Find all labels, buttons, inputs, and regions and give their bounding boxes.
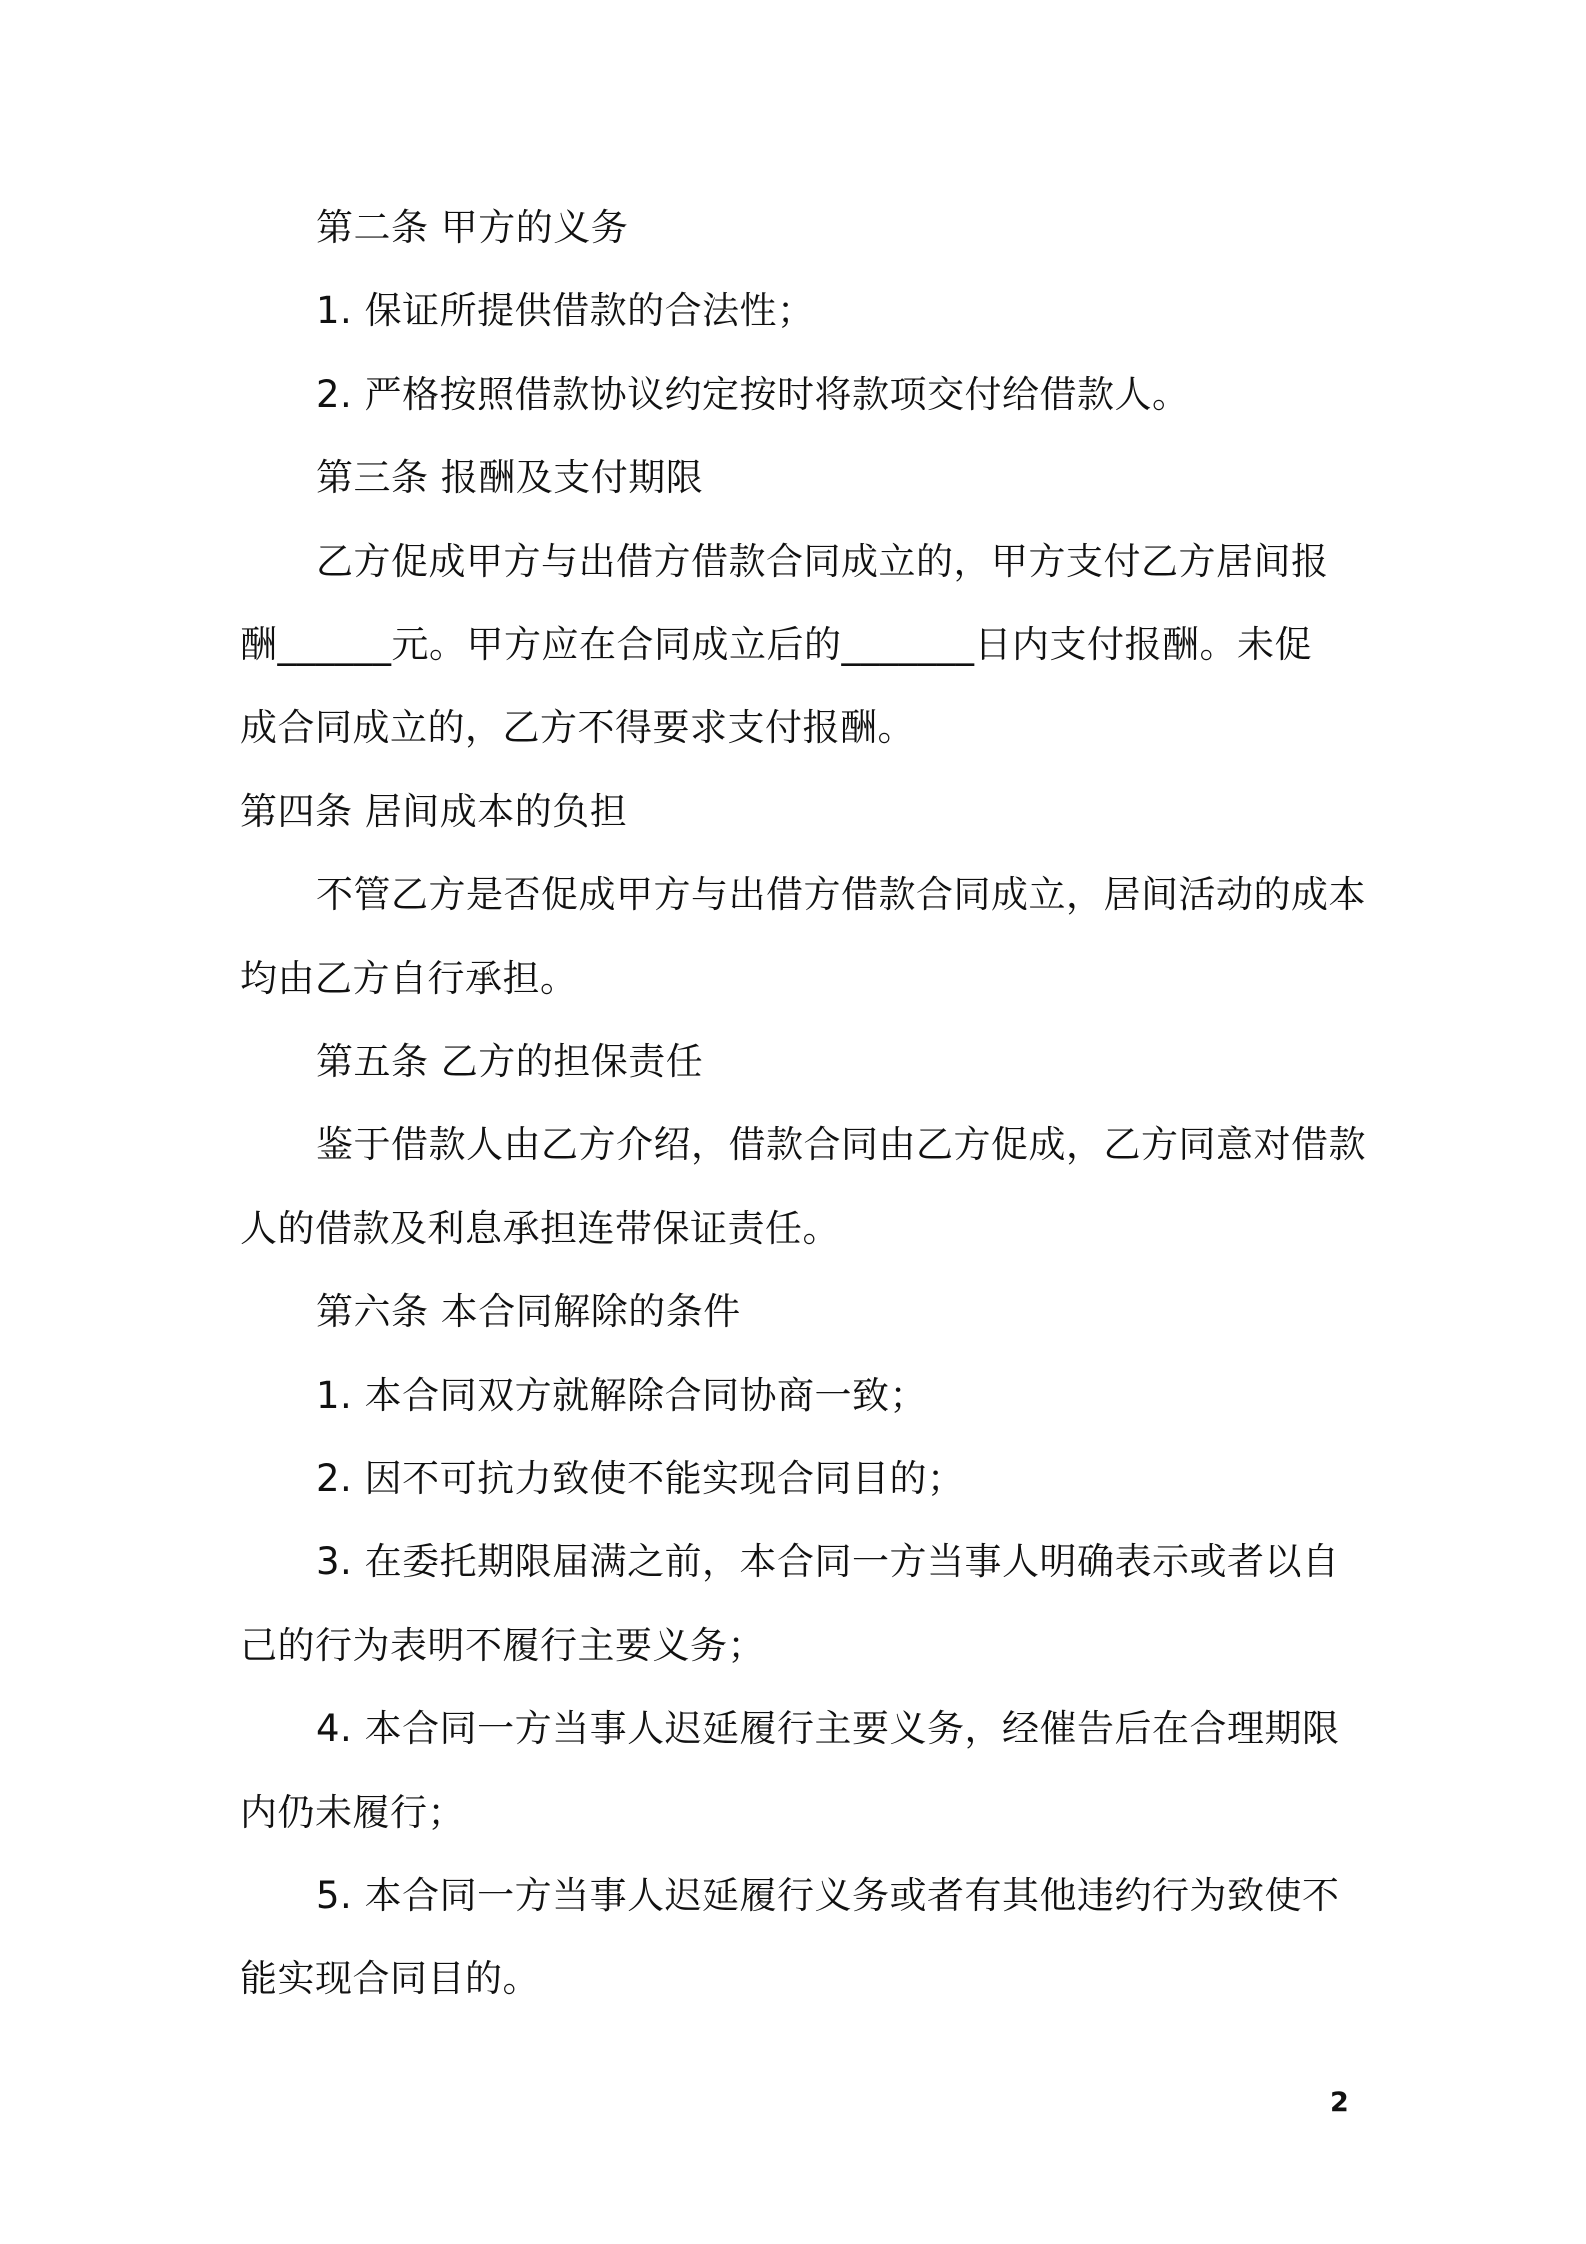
article-3-paragraph-line-2: 酬______元。甲方应在合同成立后的_______日内支付报酬。未促 — [240, 623, 1312, 666]
article-6-item-5-line-1: 5. 本合同一方当事人迟延履行义务或者有其他违约行为致使不 — [316, 1874, 1340, 1917]
article-5-paragraph-line-2: 人的借款及利息承担连带保证责任。 — [240, 1207, 840, 1250]
article-4-heading: 第四条 居间成本的负担 — [240, 790, 628, 833]
article-5-paragraph-line-1: 鉴于借款人由乙方介绍，借款合同由乙方促成，乙方同意对借款 — [316, 1123, 1366, 1166]
article-6-item-1: 1. 本合同双方就解除合同协商一致； — [316, 1374, 928, 1417]
article-4-paragraph-line-1: 不管乙方是否促成甲方与出借方借款合同成立，居间活动的成本 — [316, 873, 1366, 916]
article-6-item-2: 2. 因不可抗力致使不能实现合同目的； — [316, 1457, 965, 1500]
article-4-paragraph-line-2: 均由乙方自行承担。 — [240, 957, 578, 1000]
article-6-item-4-line-2: 内仍未履行； — [240, 1791, 465, 1834]
article-6-item-3-line-1: 3. 在委托期限届满之前，本合同一方当事人明确表示或者以自 — [316, 1540, 1340, 1583]
article-6-item-3-line-2: 己的行为表明不履行主要义务； — [240, 1624, 765, 1667]
article-3-paragraph-line-3: 成合同成立的，乙方不得要求支付报酬。 — [240, 706, 915, 749]
article-6-heading: 第六条 本合同解除的条件 — [316, 1290, 741, 1333]
article-2-heading: 第二条 甲方的义务 — [316, 206, 629, 249]
article-3-paragraph-line-1: 乙方促成甲方与出借方借款合同成立的，甲方支付乙方居间报 — [316, 540, 1329, 583]
article-5-heading: 第五条 乙方的担保责任 — [316, 1040, 704, 1083]
article-2-item-1: 1. 保证所提供借款的合法性； — [316, 289, 815, 332]
article-2-item-2: 2. 严格按照借款协议约定按时将款项交付给借款人。 — [316, 373, 1190, 416]
page-number: 2 — [1330, 2087, 1349, 2118]
article-6-item-4-line-1: 4. 本合同一方当事人迟延履行主要义务，经催告后在合理期限 — [316, 1707, 1340, 1750]
article-6-item-5-line-2: 能实现合同目的。 — [240, 1957, 540, 2000]
article-3-heading: 第三条 报酬及支付期限 — [316, 456, 704, 499]
